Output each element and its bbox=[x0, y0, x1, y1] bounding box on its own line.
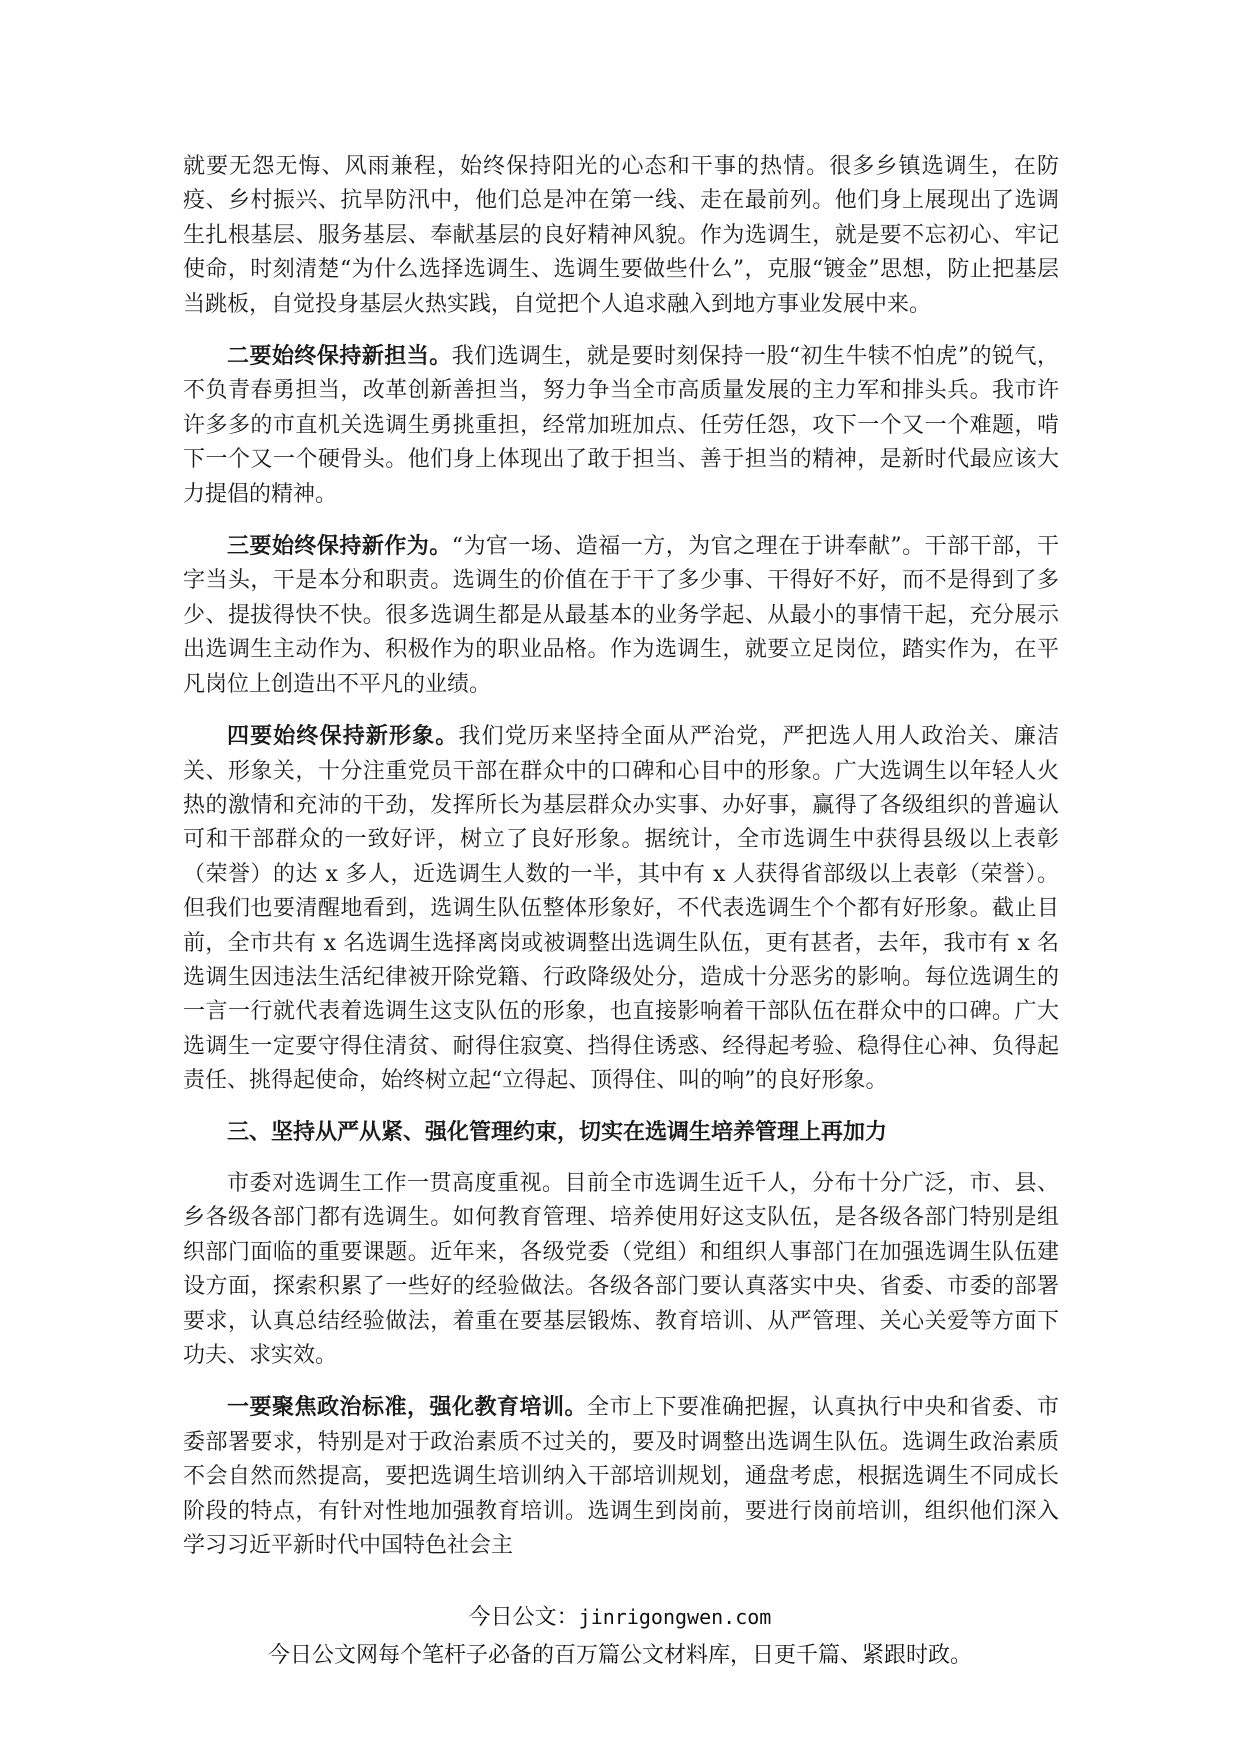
footer-slogan: 今日公文网每个笔杆子必备的百万篇公文材料库，日更千篇、紧跟时政。 bbox=[267, 1643, 972, 1668]
paragraph-1 bbox=[183, 150, 1059, 322]
paragraph-text: 全市上下要准确把握，认真执行中央和省委、市委部署要求，特别是对于政治素质不过关的，要及时调整出选调生队伍。选调生政治素质不会自然而然提高，要把选调生培训纳入干部培训规划，通盘考虑，根据选调生不同成长阶段的特点，有针对性地加强教育培训。选调生到岗前，要进行岗前培训，组织他们深入学习习近平新时代中国特色社会主 bbox=[183, 1395, 1059, 1559]
paragraph-6 bbox=[183, 1390, 1059, 1563]
paragraph-text: 就要无怨无悔、风雨兼程，始终保持阳光的心态和干事的热情。很多乡镇选调生，在防疫、乡村振兴、抗旱防汛中，他们总是冲在第一线、走在最前列。他们身上展现出了选调生扎根基层、服务基层、奉献基层的良好精神风貌。作为选调生，就是要不忘初心、牢记使命，时刻清楚“为什么选择选调生、选调生要做些什么”，克服“镀金”思想，防止把基层当跳板，自觉投身基层火热实践，自觉把个人追求融入到地方事业发展中来。 bbox=[183, 154, 1059, 317]
paragraph-lead: 一要聚焦政治标准，强化教育培训。 bbox=[227, 1394, 587, 1421]
paragraph-lead: 二要始终保持新担当。 bbox=[227, 343, 452, 370]
footer-label: 今日公文： bbox=[468, 1605, 579, 1630]
paragraph-text: “为官一场、造福一方，为官之理在于讲奉献”。干部干部，干字当头，干是本分和职责。选调生的价值在于干了多少事、干得好不好，而不是得到了多少、提拔得快不快。很多选调生都是从最基本的业务学起、从最小的事情干起，充分展示出选调生主动作为、积极作为的职业品格。作为选调生，就要立足岗位，踏实作为，在平凡岗位上创造出不平凡的业绩。 bbox=[183, 534, 1059, 697]
paragraph-lead: 三要始终保持新作为。 bbox=[227, 533, 452, 560]
paragraph-4 bbox=[183, 719, 1059, 1098]
paragraph-text: 市委对选调生工作一贯高度重视。目前全市选调生近千人，分布十分广泛，市、县、乡各级各部门都有选调生。如何教育管理、培养使用好这支队伍，是各级各部门特别是组织部门面临的重要课题。近年来，各级党委（党组）和组织人事部门在加强选调生队伍建设方面，探索积累了一些好的经验做法。各级各部门要认真落实中央、省委、市委的部署要求，认真总结经验做法，着重在要基层锻炼、教育培训、从严管理、关心关爱等方面下功夫、求实效。 bbox=[183, 1170, 1059, 1368]
document-body bbox=[183, 150, 1059, 1580]
paragraph-text: 我们选调生，就是要时刻保持一股“初生牛犊不怕虎”的锐气，不负青春勇担当，改革创新善担当，努力争当全市高质量发展的主力军和排头兵。我市许许多多的市直机关选调生勇挑重担，经常加班加点、任劳任怨，攻下一个又一个难题，啃下一个又一个硬骨头。他们身上体现出了敢于担当、善于担当的精神，是新时代最应该大力提倡的精神。 bbox=[183, 344, 1059, 507]
paragraph-3 bbox=[183, 529, 1059, 702]
footer-source bbox=[0, 1600, 1240, 1631]
paragraph-lead: 四要始终保持新形象。 bbox=[227, 723, 459, 750]
footer-url[interactable]: jinrigongwen.com bbox=[578, 1605, 772, 1629]
paragraph-text: 我们党历来坚持全面从严治党，严把选人用人政治关、廉洁关、形象关，十分注重党员干部在群众中的口碑和心目中的形象。广大选调生以年轻人火热的激情和充沛的干劲，发挥所长为基层群众办实事、办好事，赢得了各级组织的普遍认可和干部群众的一致好评，树立了良好形象。据统计，全市选调生中获得县级以上表彰（荣誉）的达 x 多人，近选调生人数的一半，其中有 x 人获得省部级以上表彰（荣誉）。但我们也要清醒地看到，选调生队伍整体形象好，不代表选调生个个都有好形象。截止目前，全市共有 x 名选调生选择离岗或被调整出选调生队伍，更有甚者，去年，我市有 x 名选调生因违法生活纪律被开除党籍、行政降级处分，造成十分恶劣的影响。每位选调生的一言一行就代表着选调生这支队伍的形象，也直接影响着干部队伍在群众中的口碑。广大选调生一定要守得住清贫、耐得住寂寞、挡得住诱惑、经得起考验、稳得住心神、负得起责任、挑得起使命，始终树立起“立得起、顶得住、叫的响”的良好形象。 bbox=[183, 724, 1059, 1094]
paragraph-2 bbox=[183, 339, 1059, 512]
section-heading: 三、坚持从严从紧、强化管理约束，切实在选调生培养管理上再加力 bbox=[227, 1119, 888, 1145]
paragraph-5 bbox=[183, 1167, 1059, 1373]
